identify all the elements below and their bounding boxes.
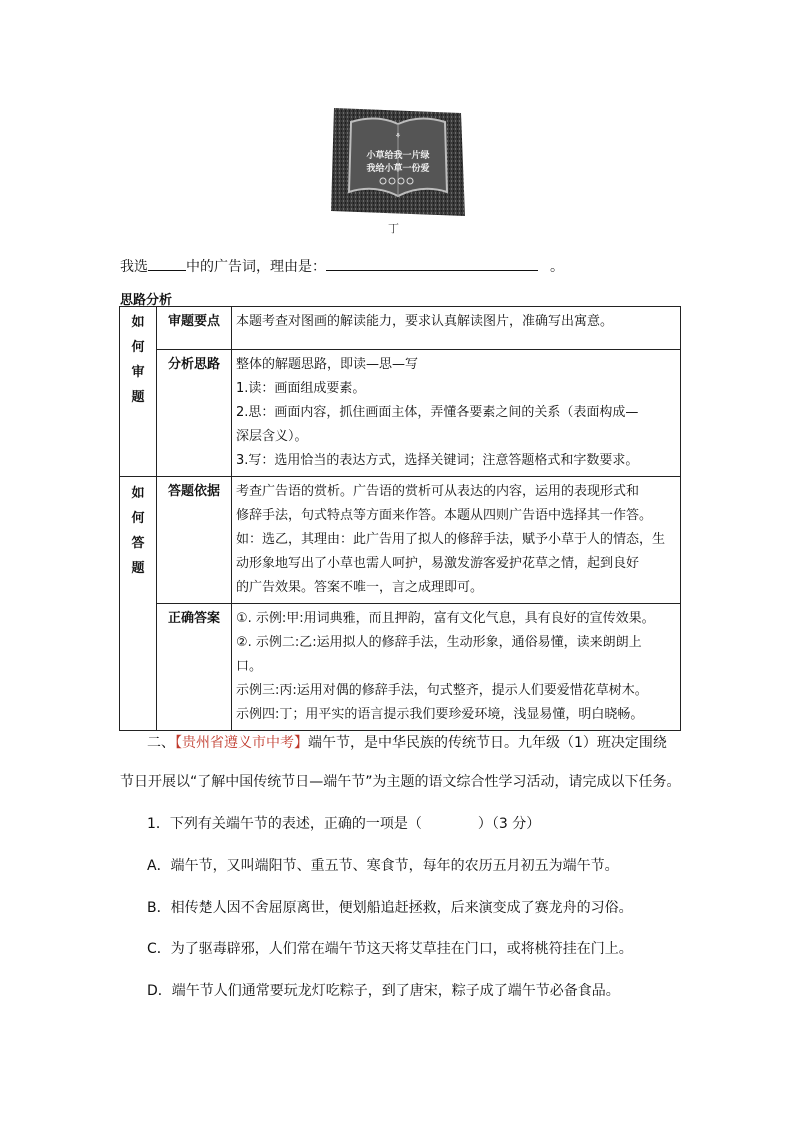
group-label-answer: 如何答题: [120, 477, 157, 731]
table-row: [120, 604, 681, 731]
option-b[interactable]: B．相传楚人因不舍屈原离世，便划船追赶拯救，后来演变成了赛龙舟的习俗。: [147, 900, 633, 916]
table-row: [120, 350, 681, 477]
choice-blank[interactable]: [148, 256, 186, 271]
row-label: 审题要点: [157, 307, 232, 350]
fill-in-question: [120, 256, 564, 276]
group-label-review: 如何审题: [120, 307, 157, 477]
row-label: 正确答案: [157, 604, 232, 731]
sign-text-line2: 我给小草一份爱: [366, 164, 430, 174]
question-pre: 我选: [120, 259, 148, 275]
option-a[interactable]: A．端午节，又叫端阳节、重五节、寒食节，每年的农历五月初五为端午节。: [147, 858, 619, 874]
section-title: 思路分析: [120, 293, 173, 308]
option-d[interactable]: D．端午节人们通常要玩龙灯吃粽子，到了唐宋，粽子成了端午节必备食品。: [147, 983, 620, 999]
option-c[interactable]: C．为了驱毒辟邪，人们常在端午节这天将艾草挂在门口，或将桃符挂在门上。: [147, 941, 633, 957]
photo-caption: 丁: [388, 222, 399, 235]
row-content: ①. 示例:甲:用词典雅，而且押韵，富有文化气息，具有良好的宣传效果。 ②. 示例二:乙:运用拟人的修辞手法，生动形象，通俗易懂，读来朗朗上 口。 示例三:丙:运用对偶的修辞手法，句式整齐，提示人们要爱惜花草树木。 示例四:丁；用平实的语言提示我们要珍爱环境，浅显易懂，明白晓畅。: [232, 604, 681, 731]
table-row: [120, 477, 681, 604]
reason-blank[interactable]: [326, 256, 538, 271]
row-content: 本题考查对图画的解读能力，要求认真解读图片，准确写出寓意。: [232, 307, 681, 350]
book-sign-photo: [331, 108, 465, 218]
sign-text-line1: 小草给我一片绿: [366, 151, 430, 161]
source-tag: 【贵州省遵义市中考】: [175, 735, 308, 751]
row-label: 分析思路: [157, 350, 232, 477]
row-content: 整体的解题思路，即读—思—写 1.读：画面组成要素。 2.思：画面内容，抓住画面主体，弄懂各要素之间的关系（表面构成— 深层含义）。 3.写：选用恰当的表达方式，选择关键词；注意答题格式和字数要求。: [232, 350, 681, 477]
row-content: 考查广告语的赏析。广告语的赏析可从表达的内容，运用的表现形式和 修辞手法，句式特点等方面来作答。本题从四则广告语中选择其一作答。 如：选乙，其理由：此广告用了拟人的修辞手法，赋予小草于人的情态，生 动形象地写出了小草也需人呵护，易激发游客爱护花草之情，起到良好 的广告效果。答案不唯一，言之成理即可。: [232, 477, 681, 604]
question-mid: 中的广告词，理由是：: [186, 259, 326, 275]
part2-intro-line2: 节日开展以“了解中国传统节日—端午节”为主题的语文综合性学习活动，请完成以下任务。: [120, 774, 681, 790]
analysis-table: [119, 306, 681, 731]
row-label: 答题依据: [157, 477, 232, 604]
question-1: 1．下列有关端午节的表述，正确的一项是（ ）（3 分）: [147, 816, 541, 832]
svg-text:⚘: ⚘: [394, 132, 402, 140]
part2-intro-line1: 二、【贵州省遵义市中考】端午节，是中华民族的传统节日。九年级（1）班决定围绕: [147, 735, 667, 751]
question-end: 。: [550, 259, 564, 275]
table-row: [120, 307, 681, 350]
